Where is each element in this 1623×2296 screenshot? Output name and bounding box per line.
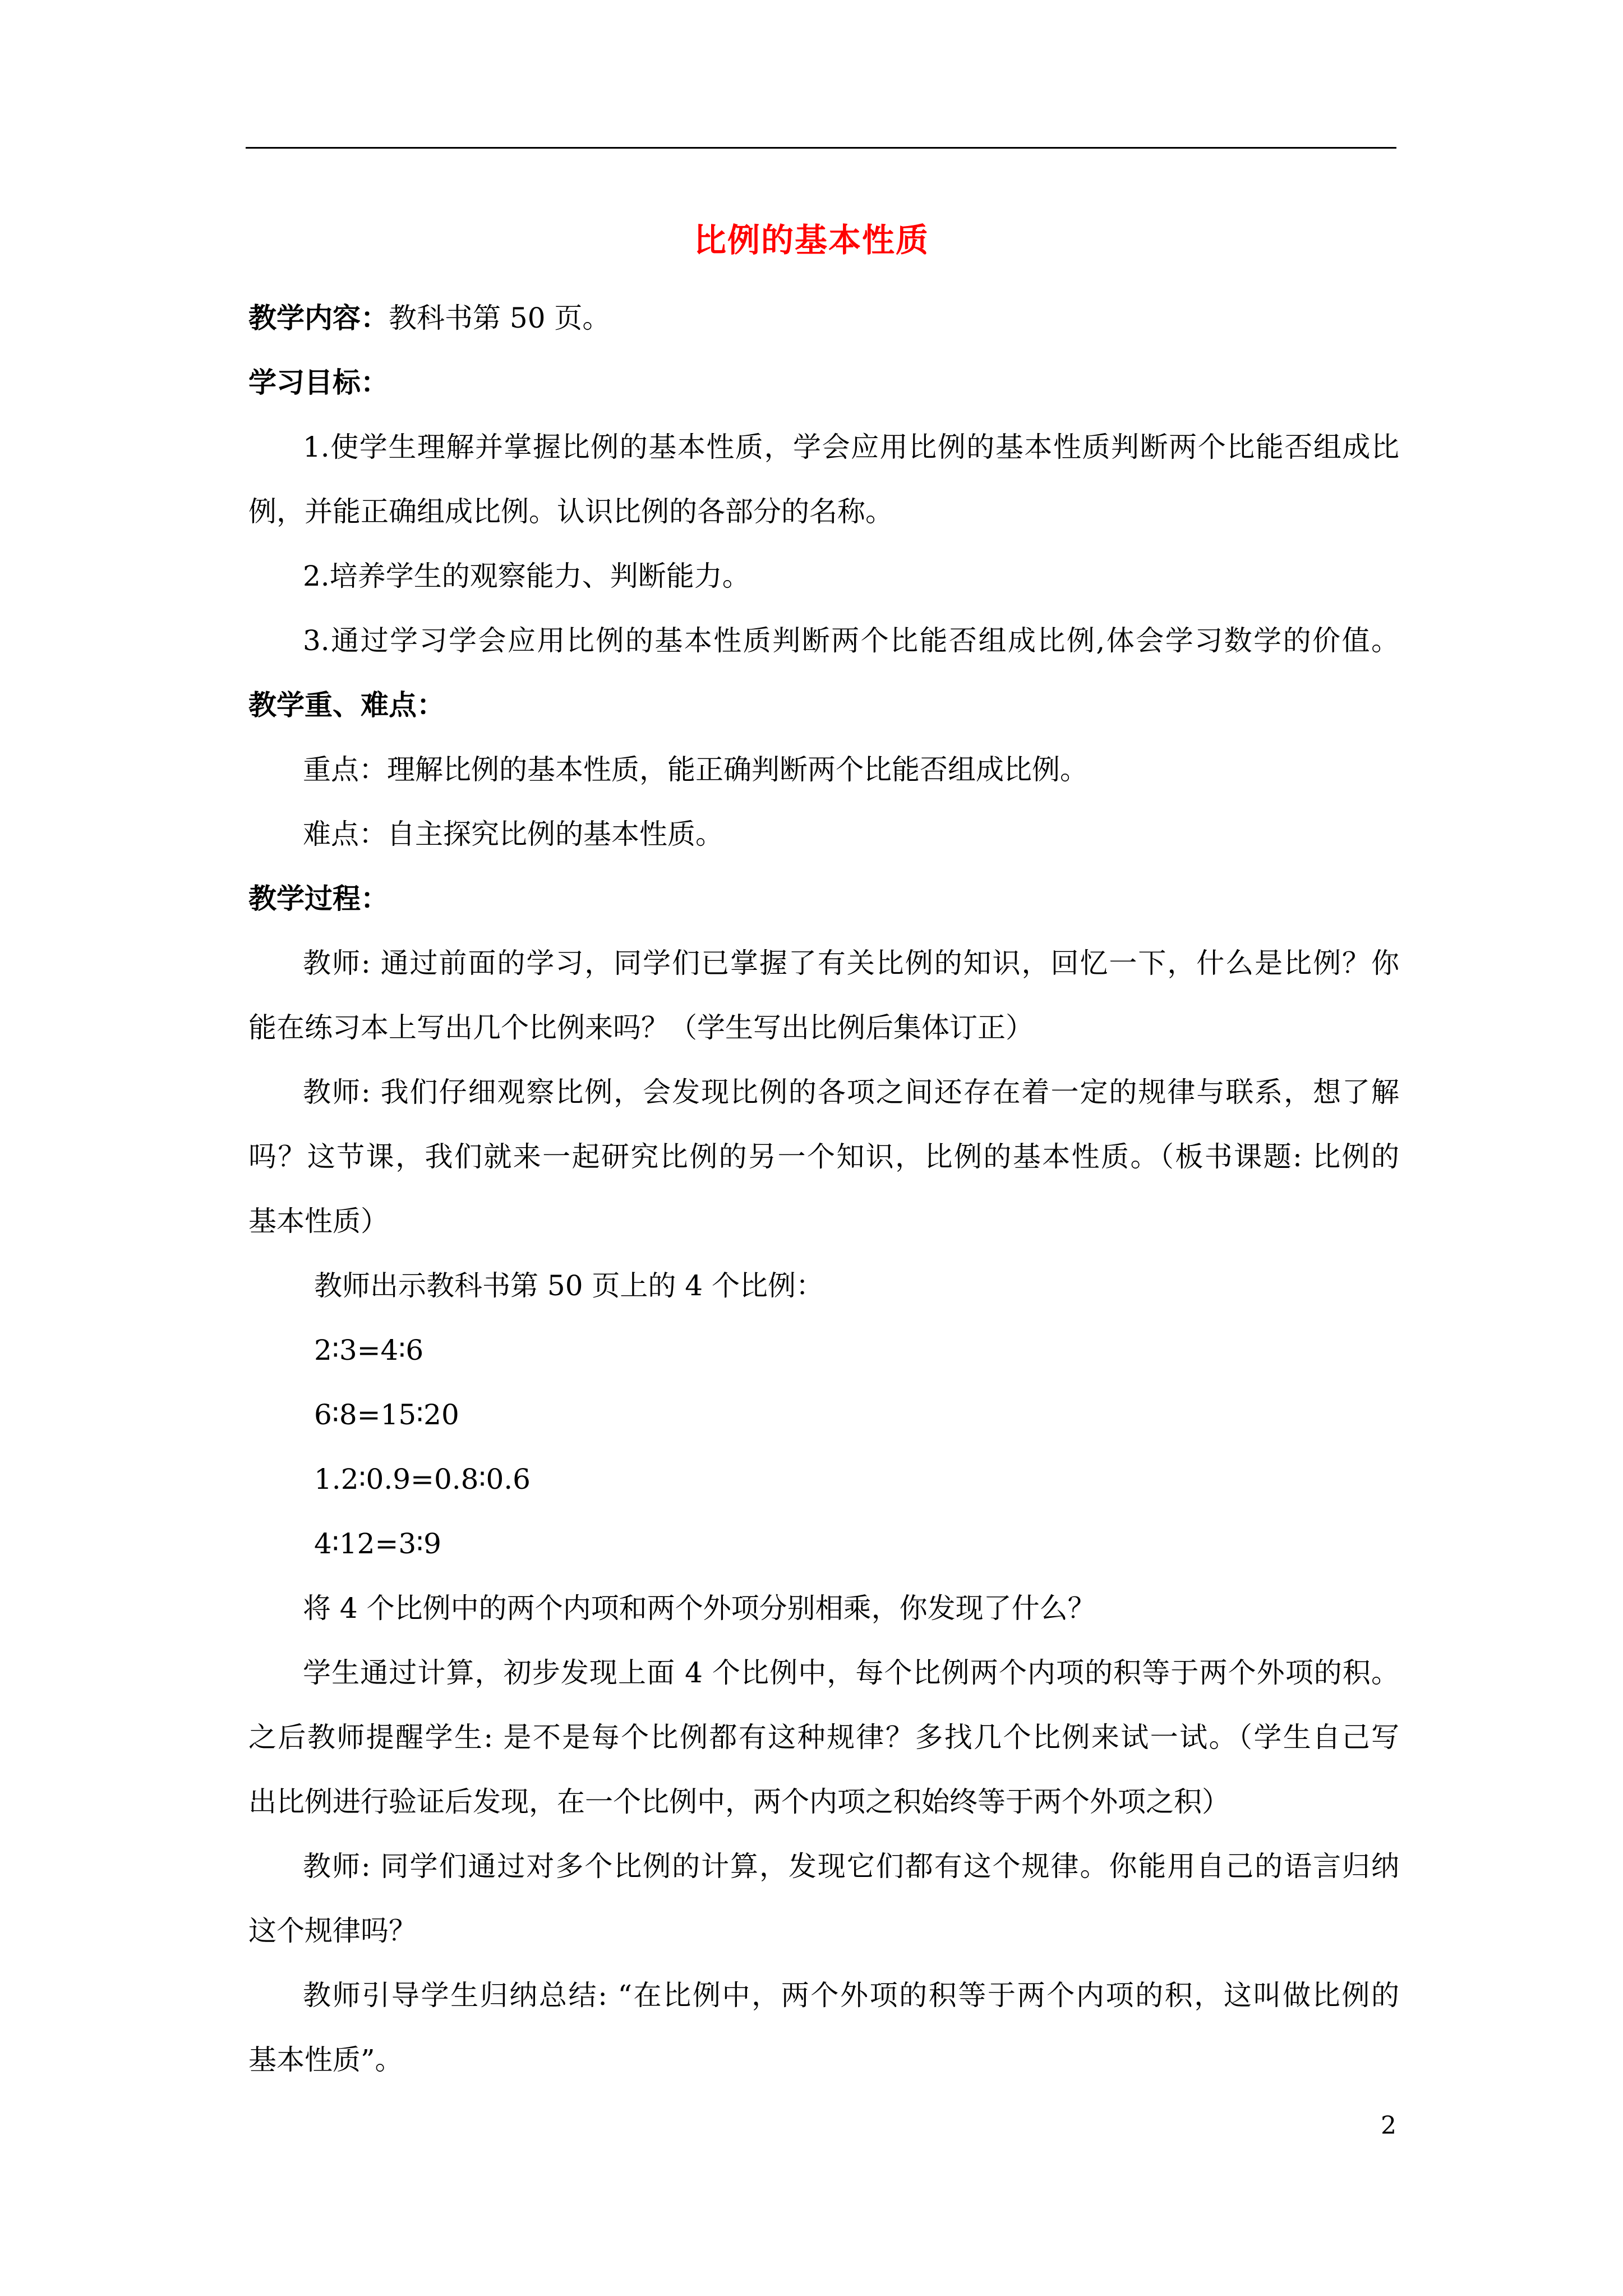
key-point: 重点：理解比例的基本性质，能正确判断两个比能否组成比例。 [303, 753, 1088, 786]
process-p6-line-1: 教师: 同学们通过对多个比例的计算，发现它们都有这个规律。你能用自己的语言归纳 [303, 1850, 1399, 1883]
process-heading: 教学过程： [248, 882, 389, 915]
process-p5-line-3: 出比例进行验证后发现，在一个比例中，两个内项之积始终等于两个外项之积） [248, 1786, 1230, 1818]
objective-3: 3.通过学习学会应用比例的基本性质判断两个比能否组成比例,体会学习数学的价值。 [303, 624, 1399, 657]
objectives-heading: 学习目标： [248, 366, 389, 399]
objective-1-line-1: 1.使学生理解并掌握比例的基本性质，学会应用比例的基本性质判断两个比能否组成比 [303, 431, 1399, 463]
teaching-content-text: 教科书第 50 页。 [389, 302, 611, 334]
process-p4: 将 4 个比例中的两个内项和两个外项分别相乘，你发现了什么？ [303, 1592, 1096, 1625]
process-p5-line-1: 学生通过计算，初步发现上面 4 个比例中，每个比例两个内项的积等于两个外项的积。 [303, 1657, 1399, 1689]
process-p5-line-2: 之后教师提醒学生: 是不是每个比例都有这种规律？多找几个比例来试一试。（学生自己写 [248, 1721, 1399, 1754]
header-rule [246, 147, 1396, 149]
process-p3: 教师出示教科书第 50 页上的 4 个比例： [314, 1269, 824, 1302]
page-title: 比例的基本性质 [693, 221, 929, 259]
process-p1-line-1: 教师: 通过前面的学习，同学们已掌握了有关比例的知识，回忆一下，什么是比例？你 [303, 947, 1399, 979]
proportion-item: 4∶12=3∶9 [314, 1527, 441, 1560]
teaching-content-line [248, 296, 1399, 341]
proportion-item: 1.2∶0.9=0.8∶0.6 [314, 1463, 531, 1496]
objective-2: 2.培养学生的观察能力、判断能力。 [303, 560, 750, 592]
process-p2-line-1: 教师: 我们仔细观察比例，会发现比例的各项之间还存在着一定的规律与联系，想了解 [303, 1076, 1399, 1108]
process-p2-line-3: 基本性质） [248, 1205, 389, 1237]
objective-1-line-2: 例，并能正确组成比例。认识比例的各部分的名称。 [248, 495, 893, 528]
proportion-item: 6∶8=15∶20 [314, 1398, 459, 1431]
difficult-point: 难点：自主探究比例的基本性质。 [303, 818, 723, 850]
proportion-item: 2∶3=4∶6 [314, 1334, 424, 1366]
process-p7-line-2: 基本性质”。 [248, 2044, 403, 2076]
teaching-content-label: 教学内容： [248, 302, 389, 334]
key-points-heading: 教学重、难点： [248, 689, 445, 721]
process-p7-line-1: 教师引导学生归纳总结: “在比例中，两个外项的积等于两个内项的积，这叫做比例的 [303, 1979, 1399, 2012]
process-p1-line-2: 能在练习本上写出几个比例来吗？（学生写出比例后集体订正） [248, 1011, 1034, 1044]
page-number: 2 [1381, 2111, 1396, 2140]
process-p2-line-2: 吗？这节课，我们就来一起研究比例的另一个知识，比例的基本性质。（板书课题: 比例的 [248, 1140, 1399, 1173]
process-p6-line-2: 这个规律吗？ [248, 1915, 417, 1947]
